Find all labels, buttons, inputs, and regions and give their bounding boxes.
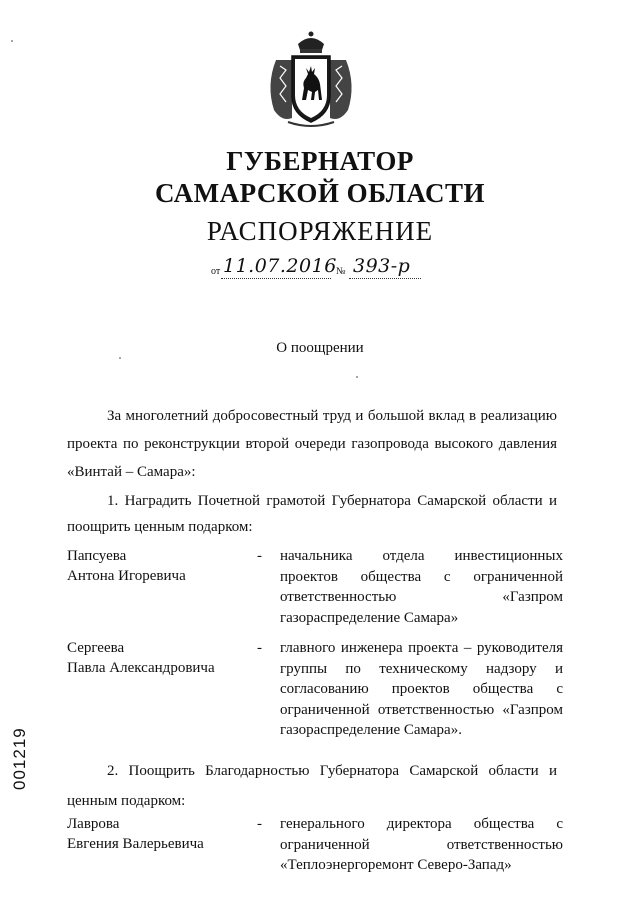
intro-paragraph: За многолетний добросовестный труд и большой вклад в реализацию проекта по реконструкции второй очереди газопровода высокого давления «Винтай – Самара»: <box>67 408 557 480</box>
date-underline <box>221 278 331 279</box>
person-name <box>67 814 247 854</box>
person-surname: Сергеева <box>67 640 125 656</box>
document-subject: О поощрении <box>276 340 364 356</box>
entry-dash: - <box>257 816 262 832</box>
person-entry <box>67 546 562 626</box>
item-2-text: 2. Поощрить Благодарностью Губернатора Самарской области и ценным подарком: <box>67 763 557 809</box>
issuer-title-line2: САМАРСКОЙ ОБЛАСТИ <box>154 178 486 208</box>
date-number-line <box>211 256 531 286</box>
entry-dash: - <box>257 640 262 656</box>
handwritten-date: 11.07.2016 <box>223 255 337 277</box>
person-given-names: Антона Игоревича <box>67 568 186 584</box>
person-given-names: Павла Александровича <box>67 660 215 676</box>
handwritten-number: 393-р <box>353 255 411 277</box>
item-1-text: 1. Наградить Почетной грамотой Губернатора Самарской области и поощрить ценным подарком: <box>67 493 557 535</box>
samara-coat-of-arms-icon <box>262 30 360 130</box>
document-type-title: РАСПОРЯЖЕНИЕ <box>206 216 434 246</box>
person-surname: Папсуева <box>67 548 127 564</box>
from-label: от <box>211 266 221 277</box>
issuer-title-line1: ГУБЕРНАТОР <box>226 146 414 176</box>
person-name <box>67 546 247 586</box>
number-underline <box>349 278 421 279</box>
person-given-names: Евгения Валерьевича <box>67 836 204 852</box>
person-surname: Лаврова <box>67 816 120 832</box>
person-position: генерального директора общества с ограниченной ответственностью «Теплоэнергоремонт Северо-Запад» <box>280 816 563 873</box>
person-entry <box>67 638 563 738</box>
scan-speck <box>356 376 358 378</box>
person-entry <box>67 814 562 874</box>
number-label: № <box>336 266 346 277</box>
scan-speck <box>119 357 121 359</box>
side-stamp-number: 001219 <box>10 727 29 790</box>
entry-dash: - <box>257 548 262 564</box>
person-position: начальника отдела инвестиционных проектов общества с ограниченной ответственностью «Газпром газораспределение Самара» <box>280 548 563 626</box>
person-name <box>67 638 247 678</box>
person-position: главного инженера проекта – руководителя группы по техническому надзору и согласованию проектов общества с ограниченной ответственностью «Газпром газораспределение Самара». <box>280 640 563 738</box>
scan-speck <box>11 40 13 42</box>
